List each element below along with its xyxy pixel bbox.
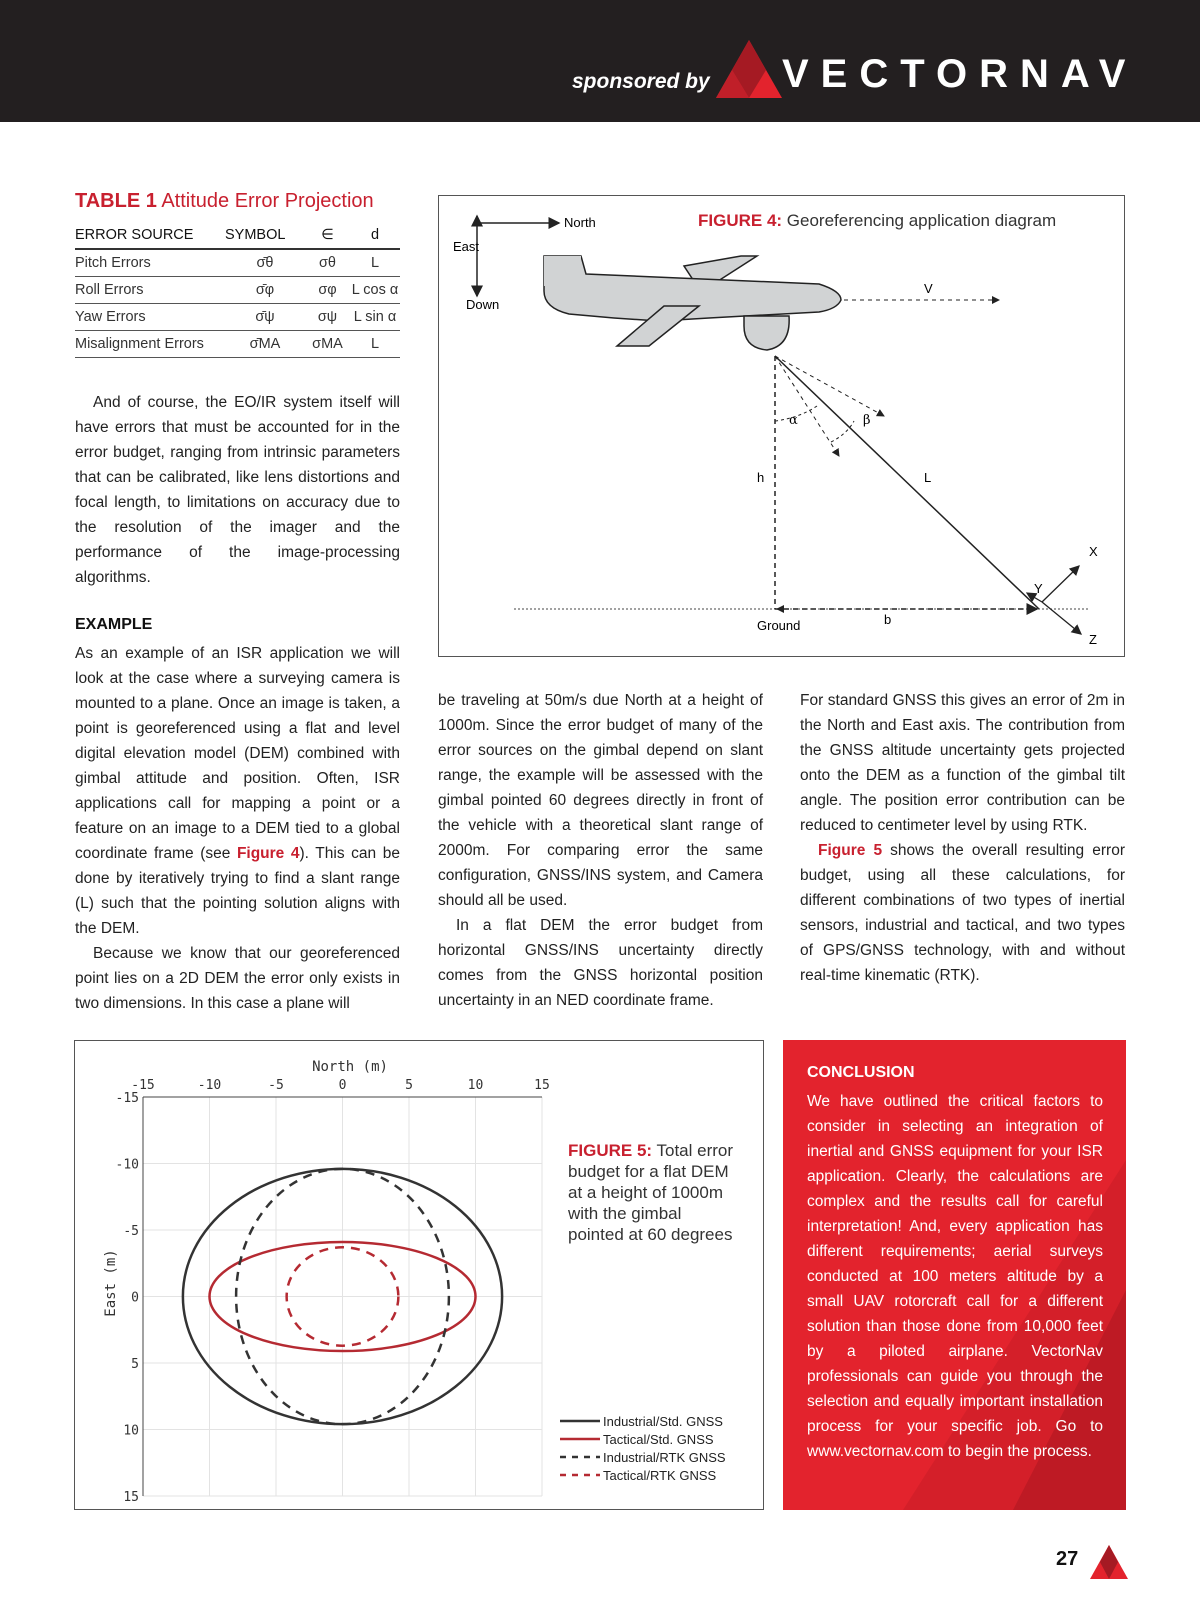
y-tick-label: -5 — [123, 1224, 139, 1239]
col-header: ∈ — [305, 224, 350, 249]
table-row — [75, 304, 400, 331]
paragraph-text: As an example of an ISR application we will look at the case where a surveying camera is mounted to a plane. Once an image is taken, a point is georeferenced using a flat and level digital elevation model (DEM) combined with gimbal attitude and position. Often, ISR applications call for mapping a point or a feature on an image to a DEM tied to a global coordinate frame (see — [75, 645, 400, 862]
x-tick-label: -5 — [268, 1078, 284, 1093]
l-label: L — [924, 470, 932, 485]
angle-ray — [775, 356, 839, 456]
figure-4-link[interactable]: Figure 4 — [236, 845, 300, 862]
table-title — [75, 190, 374, 213]
figure-5-caption-text: Total error budget for a flat DEM at a height of 1000m with the gimbal pointed at 60 degrees — [568, 1141, 734, 1244]
z-axis — [1042, 602, 1081, 634]
x-tick-label: 5 — [405, 1078, 413, 1093]
x-tick-label: -15 — [131, 1078, 155, 1093]
table-header-row — [75, 224, 400, 249]
y-tick-label: -10 — [115, 1157, 139, 1173]
paragraph — [75, 641, 400, 941]
col-header: SYMBOL — [225, 224, 305, 249]
paragraph-text: ). This can be done by iteratively trying to find a slant range (L) such that the pointing solution aligns with the DEM. — [75, 845, 400, 937]
beta-arc — [831, 421, 854, 442]
legend-label: Tactical/Std. GNSS — [603, 1432, 714, 1447]
y-axis-label: East (m) — [103, 1249, 119, 1317]
v-label: V — [924, 281, 933, 296]
paragraph: For standard GNSS this gives an error of 2m in the North and East axis. The contribution from the GNSS altitude uncertainty gets projected onto the DEM as a function of the gimbal tilt angle. The position error contribution can be reduced to centimeter level by using RTK. — [800, 692, 1125, 834]
x-label: X — [1089, 544, 1098, 559]
table-row — [75, 331, 400, 358]
sponsored-text: sponsored by — [572, 70, 710, 93]
error-budget-chart — [75, 1041, 765, 1511]
brand-wordmark: VECTORNAV — [782, 52, 1138, 96]
conclusion-box — [783, 1040, 1126, 1510]
table-cell: σψ — [305, 304, 350, 331]
table-cell: Yaw Errors — [75, 304, 225, 331]
footer-logo-icon — [1090, 1545, 1128, 1579]
example-heading: EXAMPLE — [75, 616, 153, 633]
x-tick-label: 0 — [338, 1078, 347, 1093]
table-cell: L sin α — [350, 304, 400, 331]
figure-4-box — [438, 195, 1125, 657]
figure-4-caption — [698, 211, 1056, 231]
b-label: b — [884, 612, 892, 627]
y-label: Y — [1034, 581, 1043, 596]
intro-column — [75, 390, 400, 590]
figure-5-label: FIGURE 5: — [568, 1141, 653, 1160]
table-cell: σ̄MA — [225, 331, 305, 358]
table-cell: Misalignment Errors — [75, 331, 225, 358]
figure-4-label: FIGURE 4: — [698, 211, 783, 230]
conclusion-text: We have outlined the critical factors to consider in selecting an integration of inertial and GNSS equipment for your ISR application. Clearly, the calculations are complex and the results call for careful interpretation! And, every application has different requirements; aerial surveys conducted at 100 meters altitude by a small UAV rotorcraft call for a different solution than those done from 10,000 feet by a piloted airplane. VectorNav professionals can guide you through the selection and equally important installation process for your specific job. Go to www.vectornav.com to begin the process. — [807, 1093, 1103, 1460]
table-label: TABLE 1 — [75, 190, 157, 212]
alpha-label: α — [789, 413, 798, 428]
vectornav-logo-icon — [716, 40, 782, 100]
paragraph: be traveling at 50m/s due North at a height of 1000m. Since the error budget of many of the error sources on the gimbal depend on slant range, the example will be assessed with the gimbal pointed 60 degrees directly in front of the vehicle with a theoretical slant range of 2000m. For comparing error the same configuration, GNSS/INS system, and Camera should all be used. — [438, 692, 763, 909]
ground-label: Ground — [757, 618, 801, 633]
x-tick-label: 10 — [467, 1078, 484, 1093]
y-tick-label: -15 — [115, 1091, 139, 1106]
table-cell: σθ — [305, 249, 350, 277]
table-row — [75, 277, 400, 304]
h-label: h — [757, 470, 765, 485]
table-title-text: Attitude Error Projection — [161, 190, 374, 212]
x-axis-label: North (m) — [312, 1059, 388, 1075]
table-cell: σ̄ψ — [225, 304, 305, 331]
figure-5-caption — [568, 1140, 738, 1245]
table-cell: σ̄φ — [225, 277, 305, 304]
table-cell: σ̄θ — [225, 249, 305, 277]
legend-label: Tactical/RTK GNSS — [603, 1468, 717, 1483]
chart-grid — [143, 1097, 542, 1496]
paragraph-text: shows the overall resulting error budget, using all these calculations, for different combinations of two types of inertial sensors, industrial and tactical, and two types of GPS/GNSS technology, with and without real-time kinematic (RTK). — [800, 842, 1125, 984]
legend-label: Industrial/Std. GNSS — [603, 1414, 723, 1429]
paragraph: And of course, the EO/IR system itself will have errors that must be accounted for in the error budget, ranging from intrinsic parameters that can be calibrated, like lens distortions and focal length, to limitations on accuracy due to the resolution of the imager and the performance of the image-processing algorithms. — [75, 394, 400, 586]
figure-5-link[interactable]: Figure 5 — [818, 842, 883, 859]
table-cell: σMA — [305, 331, 350, 358]
middle-column — [438, 688, 763, 1013]
paragraph: In a flat DEM the error budget from horizontal GNSS/INS uncertainty directly comes from the GNSS horizontal position uncertainty in an NED coordinate frame. — [438, 917, 763, 1009]
aircraft-icon — [544, 256, 841, 350]
angle-ray — [775, 356, 884, 416]
col-header: ERROR SOURCE — [75, 224, 225, 249]
y-tick-label: 5 — [131, 1357, 139, 1372]
table-cell: L — [350, 249, 400, 277]
table-row — [75, 249, 400, 277]
chart-ticks — [116, 1078, 550, 1505]
slant-range-line — [775, 356, 1039, 609]
paragraph: Because we know that our georeferenced point lies on a 2D DEM the error only exists in two dimensions. In this case a plane will — [75, 945, 400, 1012]
chart-legend — [560, 1414, 726, 1483]
north-label: North — [564, 215, 596, 230]
legend-label: Industrial/RTK GNSS — [603, 1450, 726, 1465]
paragraph — [800, 838, 1125, 988]
y-tick-label: 10 — [123, 1423, 139, 1439]
z-label: Z — [1089, 632, 1097, 647]
conclusion-heading: CONCLUSION — [807, 1064, 915, 1081]
y-tick-label: 15 — [123, 1490, 139, 1505]
x-axis — [1042, 566, 1079, 602]
figure-5-box — [74, 1040, 764, 1510]
table-cell: σφ — [305, 277, 350, 304]
down-label: Down — [466, 297, 500, 312]
header-banner — [0, 0, 1200, 122]
x-tick-label: -10 — [197, 1078, 222, 1093]
figure-4-caption-text: Georeferencing application diagram — [786, 211, 1057, 230]
right-column — [800, 688, 1125, 988]
table-cell: Pitch Errors — [75, 249, 225, 277]
attitude-error-table — [75, 224, 400, 358]
y-tick-label: 0 — [131, 1290, 139, 1306]
page-number: 27 — [1056, 1548, 1079, 1570]
table-cell: L cos α — [350, 277, 400, 304]
table-cell: Roll Errors — [75, 277, 225, 304]
table-cell: L — [350, 331, 400, 358]
x-tick-label: 15 — [534, 1078, 550, 1093]
georeferencing-diagram — [439, 196, 1126, 658]
col-header: d — [350, 224, 400, 249]
beta-label: β — [863, 413, 871, 428]
conclusion-content — [807, 1060, 1103, 1464]
example-column — [75, 612, 400, 1016]
east-label: East — [453, 239, 480, 254]
